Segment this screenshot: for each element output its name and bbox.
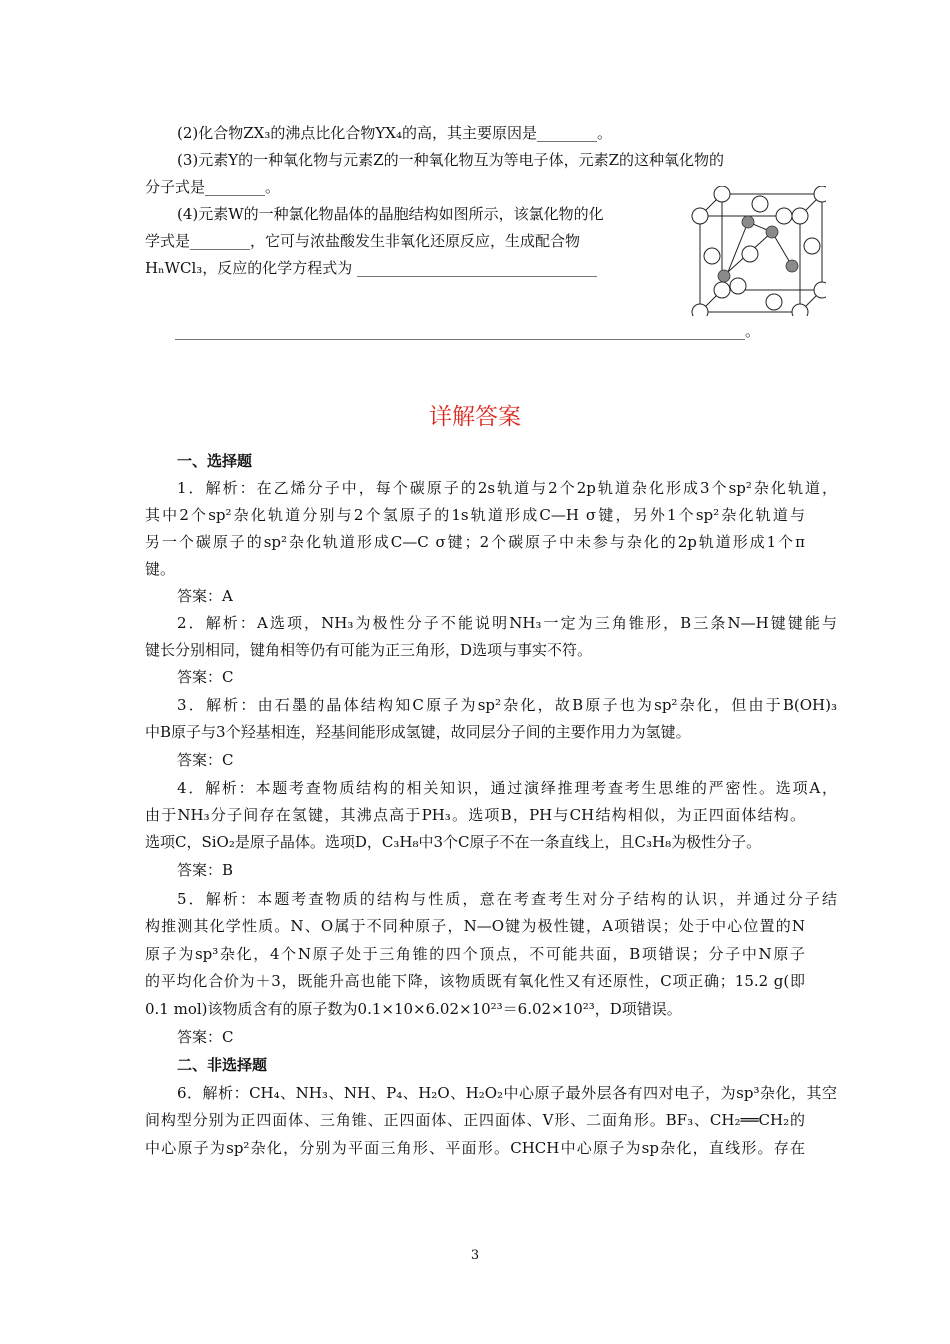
answer-1-line4: 键。 — [145, 560, 176, 578]
answer-3-result: 答案：C — [177, 751, 234, 769]
answer-3-line2: 中B原子与3个羟基相连，羟基间能形成氢键，故同层分子间的主要作用力为氢键。 — [145, 723, 691, 741]
answer-5-result: 答案：C — [177, 1028, 234, 1046]
answer-title: 详解答案 — [429, 404, 521, 430]
answer-5-line4: 的平均化合价为＋3，既能升高也能下降，该物质既有氧化性又有还原性，C项正确；15.2 g(即 — [145, 972, 805, 990]
question-3-line1: (3)元素Y的一种氧化物与元素Z的一种氧化物互为等电子体，元素Z的这种氧化物的 — [177, 151, 724, 169]
answer-2-line2: 键长分别相同，键角相等仍有可能为正三角形，D选项与事实不符。 — [145, 641, 593, 659]
answer-1-line1: 1．解析：在乙烯分子中，每个碳原子的2s轨道与2个2p轨道杂化形成3个sp²杂化轨道， — [177, 479, 837, 497]
answer-6-line2: 间构型分别为正四面体、三角锥、正四面体、正四面体、V形、二面角形。BF₃、CH₂══CH₂的 — [145, 1111, 805, 1129]
answer-2-result: 答案：C — [177, 668, 234, 686]
answer-3-line1: 3．解析：由石墨的晶体结构知C原子为sp²杂化，故B原子也为sp²杂化，但由于B(OH)₃ — [177, 696, 837, 714]
answer-6-line3: 中心原子为sp²杂化，分别为平面三角形、平面形。CHCH中心原子为sp杂化，直线形。存在 — [145, 1139, 805, 1157]
answer-5-line1: 5．解析：本题考查物质的结构与性质，意在考查考生对分子结构的认识，并通过分子结 — [177, 890, 837, 908]
answer-5-line3: 原子为sp³杂化，4个N原子处于三角锥的四个顶点，不可能共面，B项错误；分子中N原子 — [145, 945, 805, 963]
question-2: (2)化合物ZX₃的沸点比化合物YX₄的高，其主要原因是________。 — [177, 124, 612, 142]
question-4-line1: (4)元素W的一种氯化物晶体的晶胞结构如图所示，该氯化物的化 — [177, 205, 604, 223]
question-4-line3: HₙWCl₃，反应的化学方程式为 ________________________________ — [145, 259, 598, 277]
answer-4-line1: 4．解析：本题考查物质结构的相关知识，通过演绎推理考查考生思维的严密性。选项A， — [177, 779, 837, 797]
answer-5-line2: 构推测其化学性质。N、O属于不同种原子，N—O键为极性键，A项错误；处于中心位置的N — [145, 917, 805, 935]
answer-4-line2: 由于NH₃分子间存在氢键，其沸点高于PH₃。选项B，PH与CH结构相似，为正四面体结构。 — [145, 806, 805, 824]
question-4-line4: ____________________________________________________________________________。 — [175, 322, 761, 340]
section-heading-nonchoice: 二、非选择题 — [177, 1056, 268, 1074]
answer-5-line5: 0.1 mol)该物质含有的原子数为0.1×10×6.02×10²³＝6.02×10²³，D项错误。 — [145, 1000, 682, 1018]
answer-1-line2: 其中2个sp²杂化轨道分别与2个氢原子的1s轨道形成C—H σ键，另外1个sp²杂化轨道与 — [145, 506, 805, 524]
answer-4-result: 答案：B — [177, 861, 234, 879]
answer-1-result: 答案：A — [177, 587, 233, 605]
answer-4-line3: 选项C，SiO₂是原子晶体。选项D，C₃H₈中3个C原子不在一条直线上，且C₃H₈为极性分子。 — [145, 833, 762, 851]
page-number: 3 — [470, 1248, 480, 1263]
section-heading-choice: 一、选择题 — [177, 452, 253, 470]
answer-6-line1: 6．解析：CH₄、NH₃、NH、P₄、H₂O、H₂O₂中心原子最外层各有四对电子，为sp³杂化，其空 — [177, 1084, 837, 1102]
answer-2-line1: 2．解析：A选项，NH₃为极性分子不能说明NH₃一定为三角锥形，B三条N—H键键能与 — [177, 614, 837, 632]
answer-1-line3: 另一个碳原子的sp²杂化轨道形成C—C σ键；2个碳原子中未参与杂化的2p轨道形成1个π — [145, 533, 805, 551]
question-3-line2: 分子式是________。 — [145, 178, 281, 196]
crystal-cell-diagram — [688, 186, 826, 316]
question-4-line2: 学式是________，它可与浓盐酸发生非氧化还原反应，生成配合物 — [145, 232, 581, 250]
